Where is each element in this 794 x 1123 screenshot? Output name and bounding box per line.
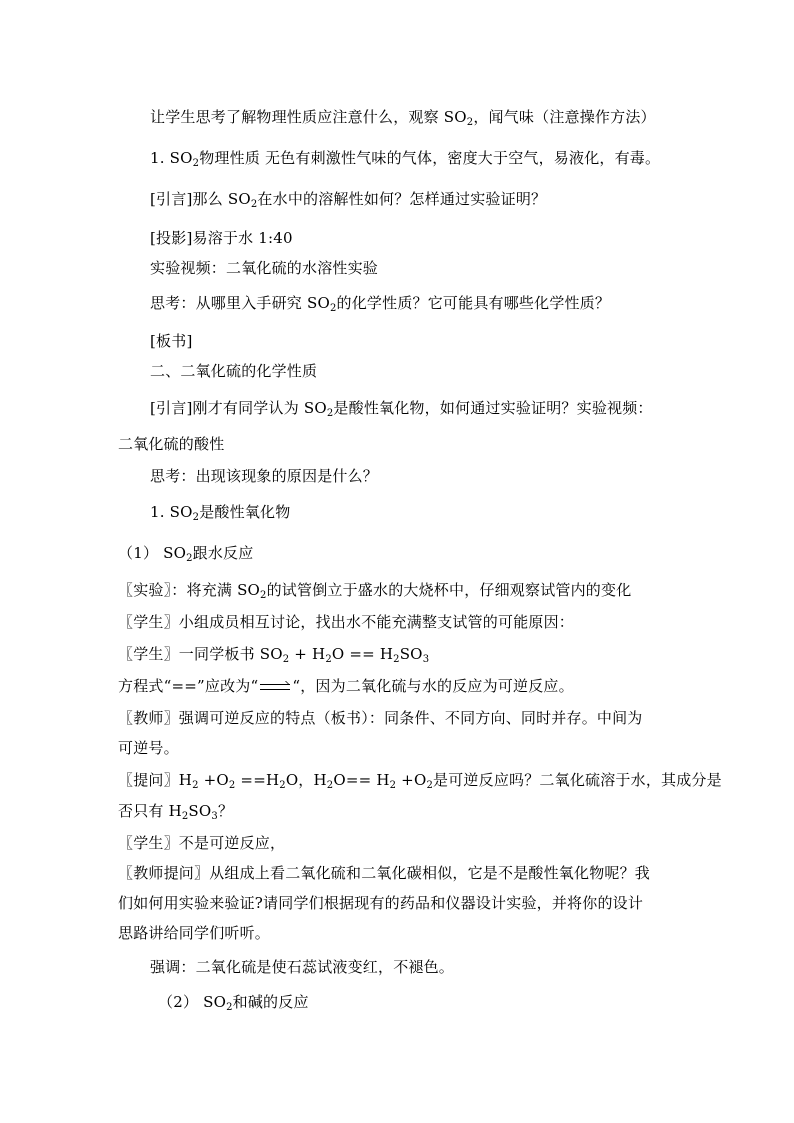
text-line: 〖学生〗不是可逆反应， <box>118 834 286 852</box>
text-line: 实验视频：二氧化硫的水溶性实验 <box>150 259 379 277</box>
text-line: 〖教师〗强调可逆反应的特点（板书）：同条件、不同方向、同时并存。中间为 <box>118 709 643 727</box>
text-line: 可逆号。 <box>118 739 179 757</box>
section-heading: 二、二氧化硫的化学性质 <box>150 362 318 380</box>
text-line: [板书] <box>150 332 193 350</box>
text-line: [引言]那么 $SO_2$在水中的溶解性如何？怎样通过实验证明？ <box>150 190 547 210</box>
text-line: 二氧化硫的酸性 <box>118 435 225 453</box>
reversible-arrow-icon <box>260 681 290 693</box>
text-line: （2） $SO_2$和碱的反应 <box>158 993 309 1013</box>
text-line: 1. $SO_2$是酸性氧化物 <box>150 503 291 523</box>
text-line: 让学生思考了解物理性质应注意什么，观察 $SO_2$，闻气味（注意操作方法） <box>150 108 656 128</box>
text-line: [投影]易溶于水 1:40 <box>150 229 293 247</box>
equation-line: 〖学生〗一同学板书 $SO_2 + H_2O == H_2SO_3$ <box>118 645 430 665</box>
text-line: 思考：从哪里入手研究 $SO_2$的化学性质？它可能具有哪些化学性质？ <box>150 294 611 314</box>
text-line: 方程式“==”应改为“ “，因为二氧化硫与水的反应为可逆反应。 <box>118 677 574 695</box>
text-line: 〖实验〗：将充满 $SO_2$的试管倒立于盛水的大烧杯中，仔细观察试管内的变化 <box>118 581 632 601</box>
text-line: 思考：出现该现象的原因是什么？ <box>150 467 379 485</box>
text-line: 〖提问〗$H_2 +O_2 ==H_2O$，$H_2O== H_2 +O_2$是可逆反应吗？二氧化硫溶于水，其成分是 <box>118 771 722 791</box>
text-line: （1） $SO_2$跟水反应 <box>118 544 254 564</box>
text-line: 思路讲给同学们听听。 <box>118 924 271 942</box>
text-line: 强调：二氧化硫是使石蕊试液变红，不褪色。 <box>150 958 455 976</box>
text-line: 1. $SO_2$物理性质 无色有刺激性气味的气体，密度大于空气，易液化，有毒。 <box>150 149 661 169</box>
text-line: 〖教师提问〗从组成上看二氧化硫和二氧化碳相似，它是不是酸性氧化物呢？我 <box>118 864 651 882</box>
text-line: [引言]刚才有同学认为 $SO_2$是酸性氧化物，如何通过实验证明？实验视频： <box>150 399 653 419</box>
text-line: 们如何用实验来验证?请同学们根据现有的药品和仪器设计实验，并将你的设计 <box>118 894 644 912</box>
text-line: 否只有 $H_2SO_3$？ <box>118 802 234 822</box>
text-line: 〖学生〗小组成员相互讨论，找出水不能充满整支试管的可能原因： <box>118 613 575 631</box>
